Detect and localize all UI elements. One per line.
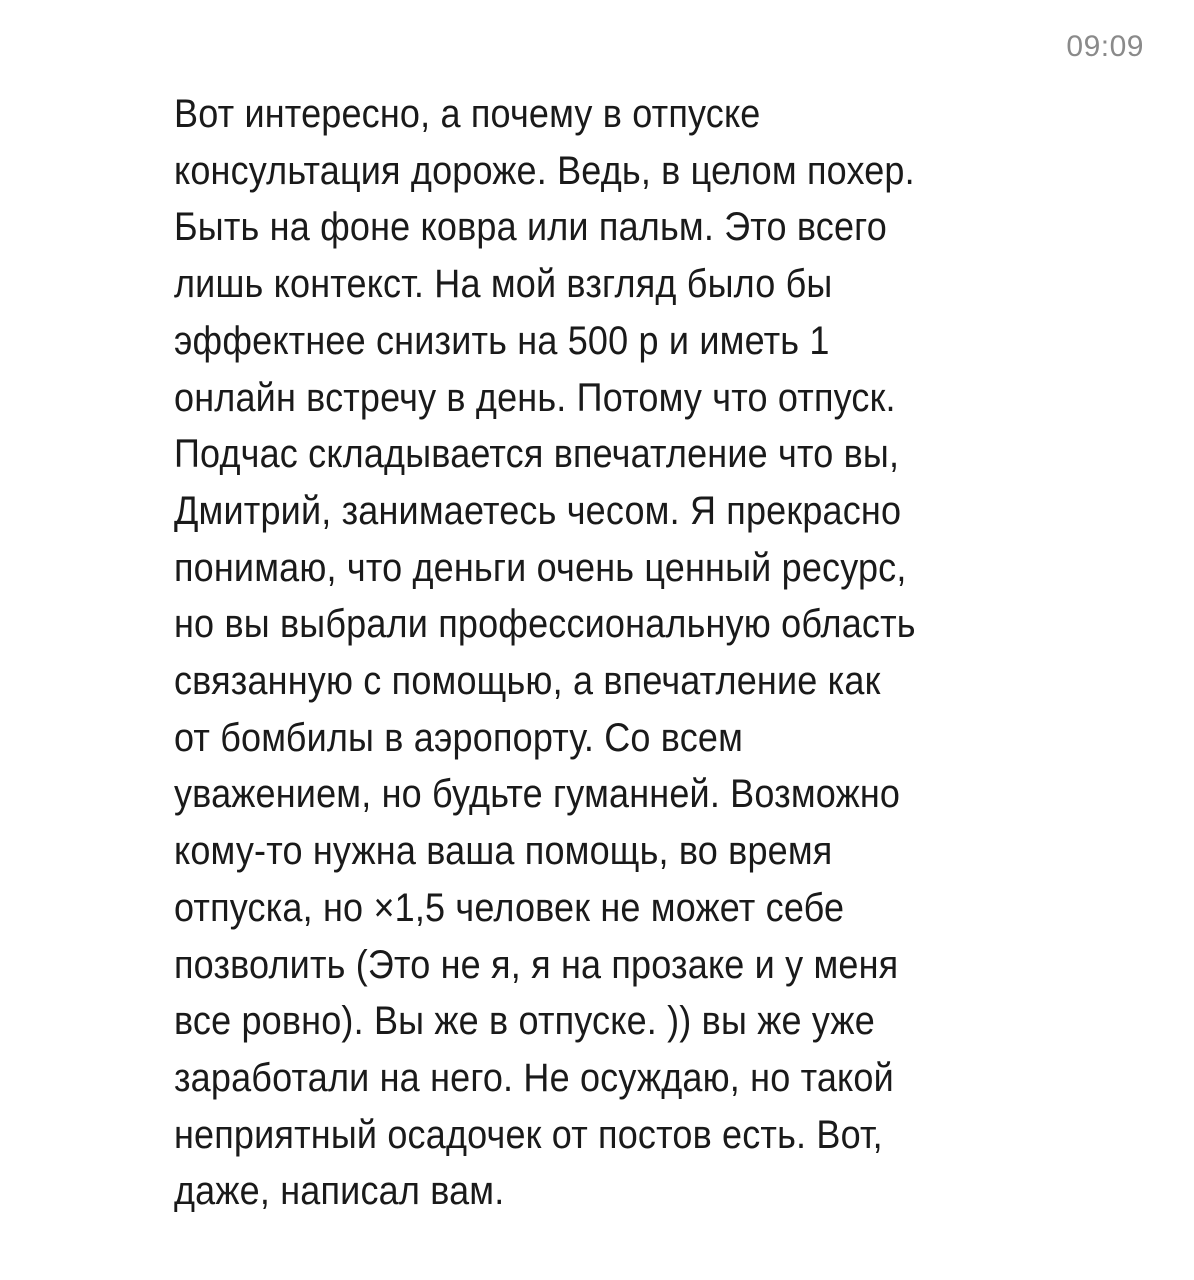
message-line: консультация дороже. Ведь, в целом похер. (174, 148, 915, 193)
message-line: эффектнее снизить на 500 р и иметь 1 (174, 318, 830, 363)
message-line: кому-то нужна ваша помощь, во время (174, 829, 833, 874)
message-line: онлайн встречу в день. Потому что отпуск. (174, 375, 896, 420)
message-line: Дмитрий, занимаетесь чесом. Я прекрасно (174, 488, 902, 533)
message-line: позволить (Это не я, я на прозаке и у меня (174, 942, 899, 987)
message-text (174, 86, 1174, 1220)
message-line: неприятный осадочек от постов есть. Вот, (174, 1112, 883, 1157)
message-line: лишь контекст. На мой взгляд было бы (174, 262, 833, 307)
message-timestamp: 09:09 (1066, 30, 1144, 63)
message-line: понимаю, что деньги очень ценный ресурс, (174, 545, 907, 590)
message-line: от бомбилы в аэропорту. Со всем (174, 715, 744, 760)
message-line: даже, написал вам. (174, 1169, 505, 1214)
message-line: Вот интересно, а почему в отпуске (174, 92, 761, 136)
message-line: связанную с помощью, а впечатление как (174, 659, 881, 704)
message-line: все ровно). Вы же в отпуске. )) вы же уже (174, 999, 875, 1044)
message-line: уважением, но будьте гуманней. Возможно (174, 772, 901, 817)
message-line: Быть на фоне ковра или пальм. Это всего (174, 205, 887, 250)
message-line: но вы выбрали профессиональную область (174, 602, 916, 647)
message-line: Подчас складывается впечатление что вы, (174, 432, 900, 477)
message-line: заработали на него. Не осуждаю, но такой (174, 1055, 894, 1100)
message-line: отпуска, но ×1,5 человек не может себе (174, 885, 845, 930)
